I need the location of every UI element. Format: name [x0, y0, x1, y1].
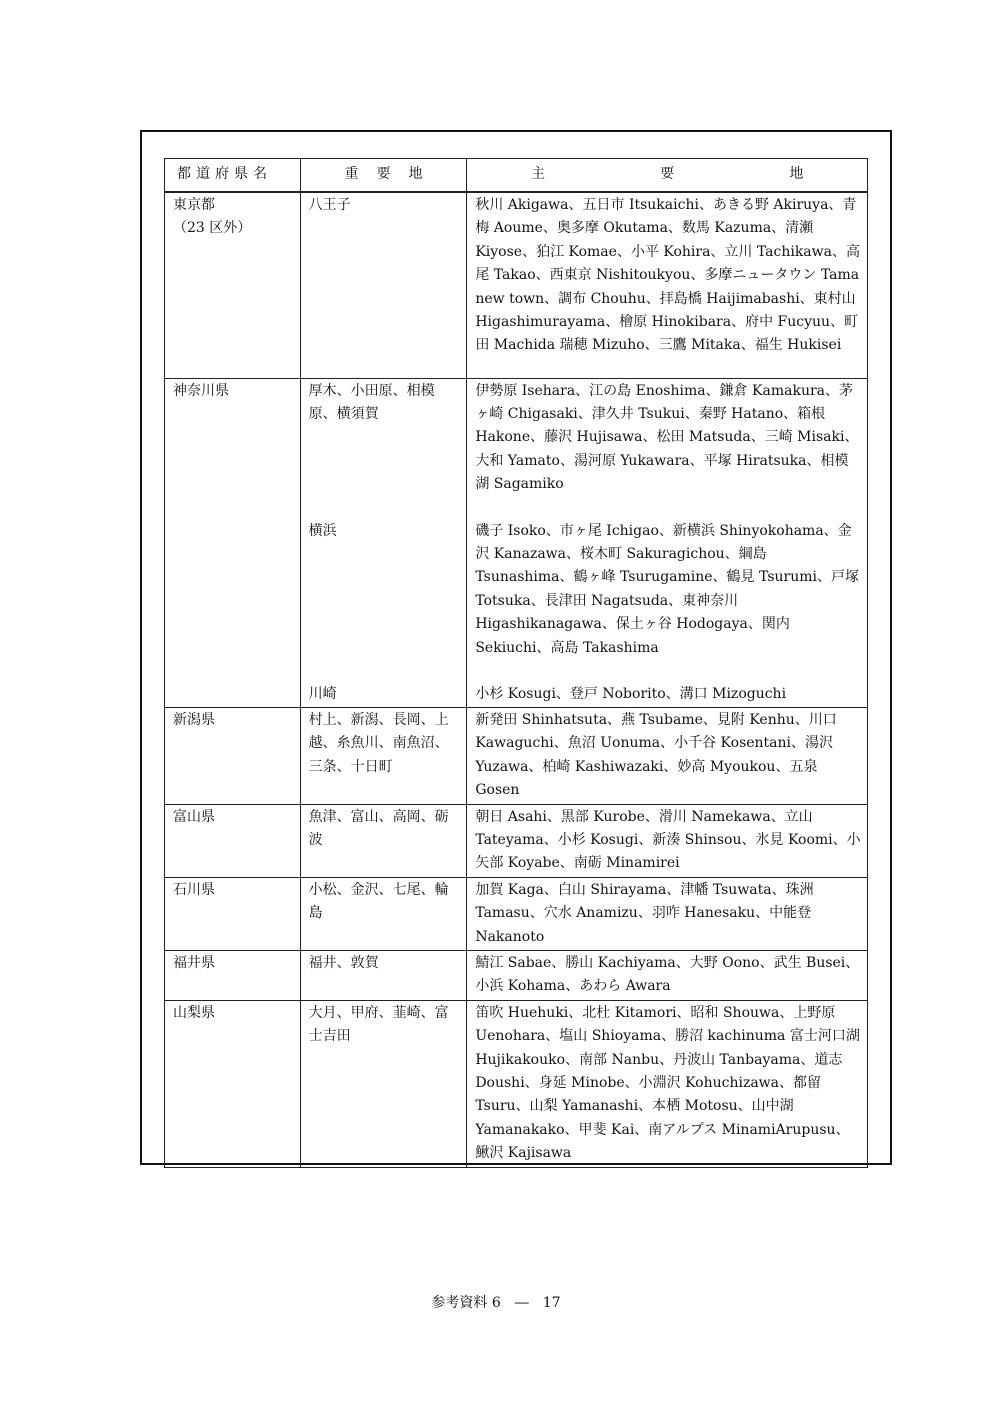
- main-cell: [467, 877, 868, 950]
- prefecture-name: 東京都: [173, 197, 215, 213]
- main-places: 笛吹 Huehuki、北杜 Kitamori、昭和 Shouwa、上野原 Uenohara、塩山 Shioyama、勝沼 kachinuma 富士河口湖 Hujikakouko、南部 Nanbu、丹波山 Tanbayama、道志 Doushi、身延 Minobe、小淵沢 Kohuchizawa、都留 Tsuru、山梨 Yamanashi、本栖 Motosu、山中湖 Yamanakako、甲斐 Kai、南アルプス MinamiArupusu、鰍沢 Kajisawa: [475, 1004, 860, 1162]
- region-table: [164, 158, 868, 1168]
- table-row: [165, 378, 868, 707]
- important-places: 厚木、小田原、相模原、横須賀: [308, 382, 435, 422]
- table-row: [165, 192, 868, 378]
- important-cell: [300, 877, 467, 950]
- important-cell: [300, 707, 467, 804]
- main-places: 朝日 Asahi、黒部 Kurobe、滑川 Namekawa、立山 Tateyama、小杉 Kosugi、新湊 Shinsou、氷見 Koomi、小矢部 Koyabe、南砺 Minamirei: [475, 808, 861, 872]
- header-main-char: 地: [789, 166, 804, 183]
- table-row: [165, 1000, 868, 1167]
- main-cell: [467, 707, 868, 804]
- header-main-char: 主: [530, 166, 545, 183]
- important-places: 小松、金沢、七尾、輪島: [308, 881, 449, 922]
- table-row: [165, 707, 868, 804]
- important-places: 福井、敦賀: [308, 954, 379, 971]
- header-important-char: 地: [408, 166, 423, 183]
- main-places: 小杉 Kosugi、登戸 Noborito、溝口 Mizoguchi: [475, 685, 787, 702]
- prefecture-name: 石川県: [173, 881, 215, 898]
- main-cell: [467, 378, 868, 707]
- prefecture-cell: [165, 804, 301, 877]
- header-important-char: 重: [344, 166, 359, 183]
- prefecture-cell: [165, 950, 301, 1000]
- prefecture-name: 神奈川県: [173, 382, 229, 399]
- table-header-row: [165, 159, 868, 193]
- prefecture-cell: [165, 707, 301, 804]
- table-row: [165, 877, 868, 950]
- prefecture-name: 福井県: [173, 954, 215, 971]
- main-places: 新発田 Shinhatsuta、燕 Tsubame、見附 Kenhu、川口 Kawaguchi、魚沼 Uonuma、小千谷 Kosentani、湯沢 Yuzawa、柏崎 Kashiwazaki、妙高 Myoukou、五泉 Gosen: [475, 711, 837, 799]
- header-prefecture: 都道府県名: [165, 159, 301, 193]
- important-places: 大月、甲府、韮崎、富士吉田: [308, 1004, 449, 1045]
- main-cell: [467, 192, 868, 378]
- important-places: 村上、新潟、長岡、上越、糸魚川、南魚沼、三条、十日町: [308, 711, 449, 775]
- prefecture-cell: [165, 1000, 301, 1167]
- main-places: 鯖江 Sabae、勝山 Kachiyama、大野 Oono、武生 Busei、小浜 Kohama、あわら Awara: [475, 954, 860, 995]
- prefecture-cell: [165, 192, 301, 378]
- main-cell: [467, 804, 868, 877]
- prefecture-cell: [165, 378, 301, 707]
- main-places: 伊勢原 Isehara、江の島 Enoshima、鎌倉 Kamakura、茅ヶ崎 Chigasaki、津久井 Tsukui、秦野 Hatano、箱根 Hakone、藤沢 Hujisawa、松田 Matsuda、三崎 Misaki、大和 Yamato、湯河原 Yukawara、平塚 Hiratsuka、相模湖 Sagamiko: [475, 382, 859, 493]
- header-main: [467, 159, 868, 193]
- prefecture-name: 富山県: [173, 808, 215, 825]
- prefecture-note: （23 区外）: [173, 220, 252, 237]
- header-important: [300, 159, 467, 193]
- important-cell: [300, 1000, 467, 1167]
- prefecture-name: 山梨県: [173, 1004, 215, 1021]
- table-row: [165, 804, 868, 877]
- main-cell: [467, 1000, 868, 1167]
- main-places: 磯子 Isoko、市ヶ尾 Ichigao、新横浜 Shinyokohama、金沢 Kanazawa、桜木町 Sakuragichou、綱島 Tsunashima、鶴ヶ峰 Tsurugamine、鶴見 Tsurumi、戸塚 Totsuka、長津田 Nagatsuda、東神奈川 Higashikanagawa、保土ヶ谷 Hodogaya、関内 Sekiuchi、高島 Takashima: [475, 522, 859, 656]
- main-cell: [467, 950, 868, 1000]
- prefecture-name: 新潟県: [173, 711, 215, 728]
- main-places: 秋川 Akigawa、五日市 Itsukaichi、あきる野 Akiruya、青梅 Aoume、奥多摩 Okutama、数馬 Kazuma、清瀬 Kiyose、狛江 Komae、小平 Kohira、立川 Tachikawa、高尾 Takao、西東京 Nishitoukyou、多摩ニュータウン Tama new town、調布 Chouhu、拝島橋 Haijimabashi、東村山 Higashimurayama、檜原 Hinokibara、府中 Fucyuu、町田 Machida 瑞穂 Mizuho、三鷹 Mitaka、福生 Hukisei: [475, 197, 860, 354]
- important-cell: [300, 950, 467, 1000]
- important-cell: [300, 804, 467, 877]
- important-places: 川崎: [308, 685, 337, 702]
- important-cell: [300, 192, 467, 378]
- prefecture-cell: [165, 877, 301, 950]
- table-row: [165, 950, 868, 1000]
- main-places: 加賀 Kaga、白山 Shirayama、津幡 Tsuwata、珠洲 Tamasu、穴水 Anamizu、羽咋 Hanesaku、中能登 Nakanoto: [475, 881, 814, 945]
- important-cell: [300, 378, 467, 707]
- important-places: 八王子: [308, 197, 351, 213]
- header-main-char: 要: [660, 166, 675, 183]
- header-important-char: 要: [376, 166, 391, 183]
- important-places: 横浜: [308, 522, 337, 539]
- important-places: 魚津、富山、高岡、砺波: [308, 808, 449, 848]
- page-footer: 参考資料 6 ― 17: [431, 1295, 561, 1311]
